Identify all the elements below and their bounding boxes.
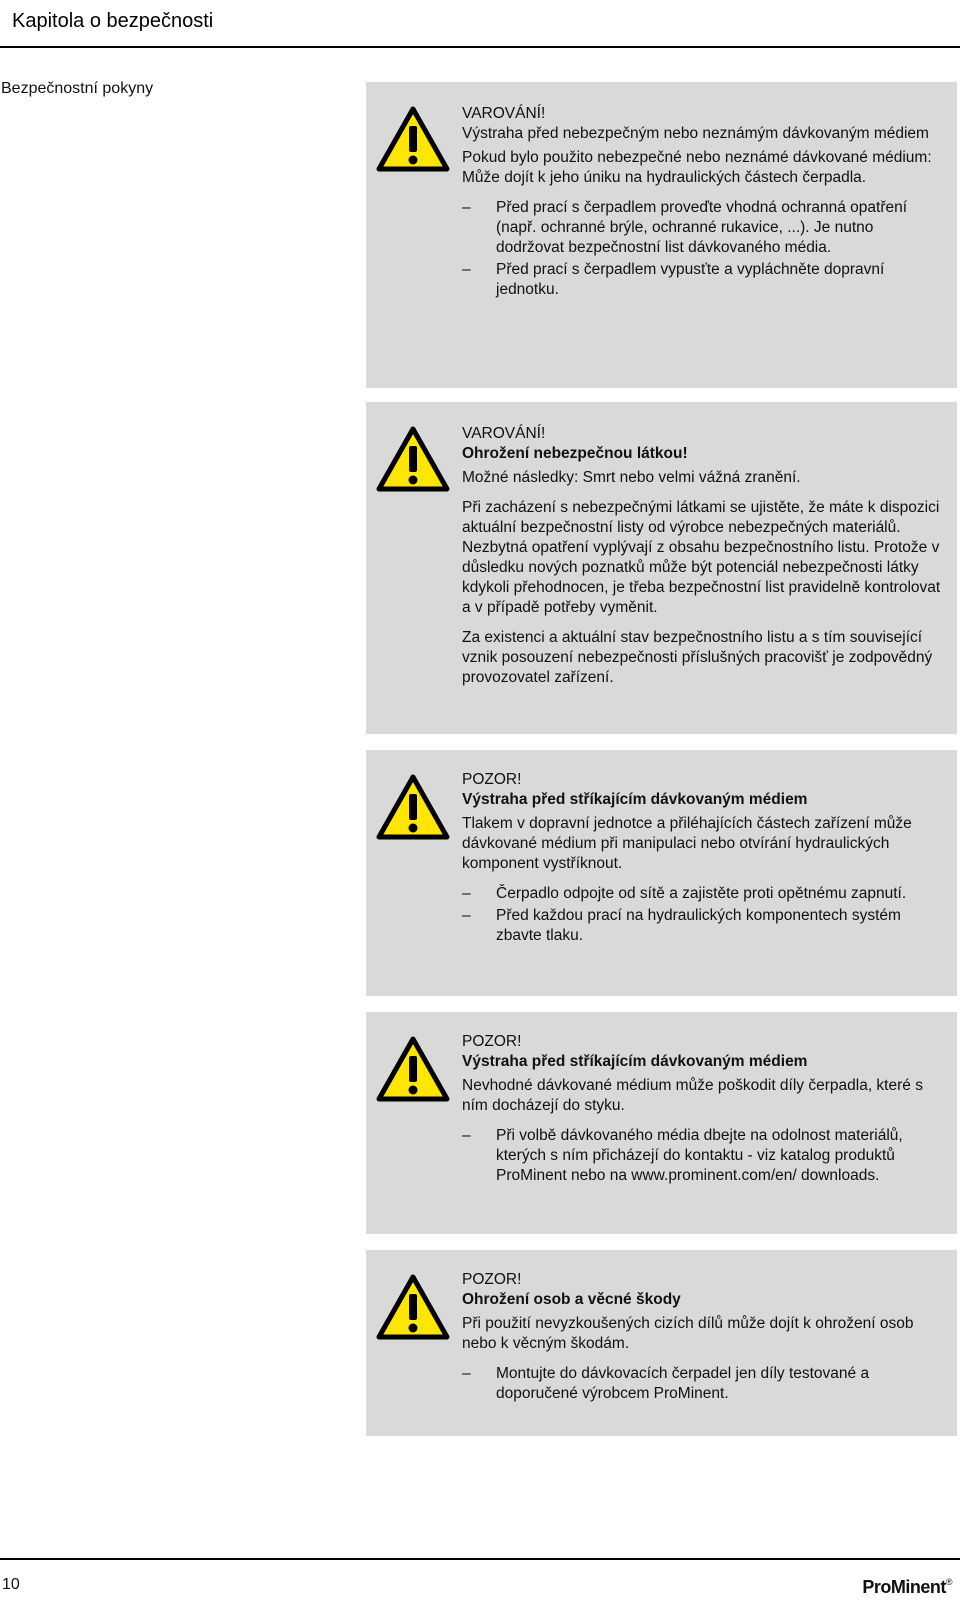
warning-triangle-icon [376,1274,450,1340]
warning-paragraph: Nevhodné dávkované médium může poškodit díly čerpadla, které s ním docházejí do styku. [462,1077,923,1114]
section-label: Bezpečnostní pokyny [1,80,154,97]
page-header-title: Kapitola o bezpečnosti [12,10,214,32]
warning-paragraph: Při zacházení s nebezpečnými látkami se ujistěte, že máte k dispozici aktuální bezpečnostní listy od výrobce nebezpečných materiálů. Nezbytná opatření vyplývají z obsahu bezpečnostního listu. Protože v důsledku nových poznatků může být potenciál nebezpečnosti látky kdykoli přehodnocen, je třeba bezpečnostní list pravidelně kontrolovat a v případě potřeby vyměnit. [462,499,941,616]
prominent-logo: ProMinent® [862,1577,952,1597]
warning-paragraph: Za existenci a aktuální stav bezpečnostního listu a s tím související vznik posouzení nebezpečnosti příslušných pracovišť je zodpovědný provozovatel zařízení. [462,629,933,686]
instruction-list [462,1364,943,1404]
list-item: – Montujte do dávkovacích čerpadel jen díly testované a doporučené výrobcem ProMinent. [462,1365,870,1402]
page-number: 10 [2,1576,20,1593]
header-divider [0,46,960,48]
warning-title: Ohrožení nebezpečnou látkou! [462,445,688,462]
warning-paragraph: Pokud bylo použito nebezpečné nebo neznámé dávkované médium: Může dojít k jeho úniku na hydraulických částech čerpadla. [462,149,932,186]
warning-box [366,82,957,388]
warning-paragraph: Tlakem v dopravní jednotce a přiléhajících částech zařízení může dávkované médium při manipulaci nebo otvírání hydraulických komponent vystříknout. [462,815,912,872]
warning-box [366,402,957,734]
signal-word: POZOR! [462,771,522,788]
instruction-list [462,884,943,946]
warning-paragraph: Možné následky: Smrt nebo velmi vážná zranění. [462,469,801,486]
list-item: – Čerpadlo odpojte od sítě a zajistěte proti opětnému zapnutí. [462,885,907,902]
list-item: – Před prací s čerpadlem proveďte vhodná ochranná opatření (např. ochranné brýle, ochranné rukavice, ...). Je nutno dodržovat bezpečnostní list dávkovaného média. [462,199,908,256]
caution-box [366,1012,957,1234]
caution-box [366,750,957,996]
signal-word: VAROVÁNÍ! [462,105,546,122]
warning-triangle-icon [376,106,450,172]
footer-divider [0,1558,960,1560]
instruction-list [462,1126,943,1186]
warning-triangle-icon [376,1036,450,1102]
instruction-list [462,198,943,300]
warning-title: Výstraha před stříkajícím dávkovaným médiem [462,791,808,808]
list-item: – Před každou prací na hydraulických komponentech systém zbavte tlaku. [462,907,901,944]
list-item: – Při volbě dávkovaného média dbejte na odolnost materiálů, kterých s ním přicházejí do kontaktu - viz katalog produktů ProMinent nebo na www.prominent.com/en/ downloads. [462,1127,903,1184]
warning-triangle-icon [376,774,450,840]
caution-box [366,1250,957,1436]
signal-word: POZOR! [462,1033,522,1050]
warning-paragraph: Při použití nevyzkoušených cizích dílů může dojít k ohrožení osob nebo k věcným škodám. [462,1315,914,1352]
signal-word: POZOR! [462,1271,522,1288]
list-item: – Před prací s čerpadlem vypusťte a vypláchněte dopravní jednotku. [462,261,885,298]
signal-word: VAROVÁNÍ! [462,425,546,442]
warning-title: Výstraha před stříkajícím dávkovaným médiem [462,1053,808,1070]
warning-triangle-icon [376,426,450,492]
warning-title: Ohrožení osob a věcné škody [462,1291,681,1308]
warning-title: Výstraha před nebezpečným nebo neznámým dávkovaným médiem [462,125,929,142]
